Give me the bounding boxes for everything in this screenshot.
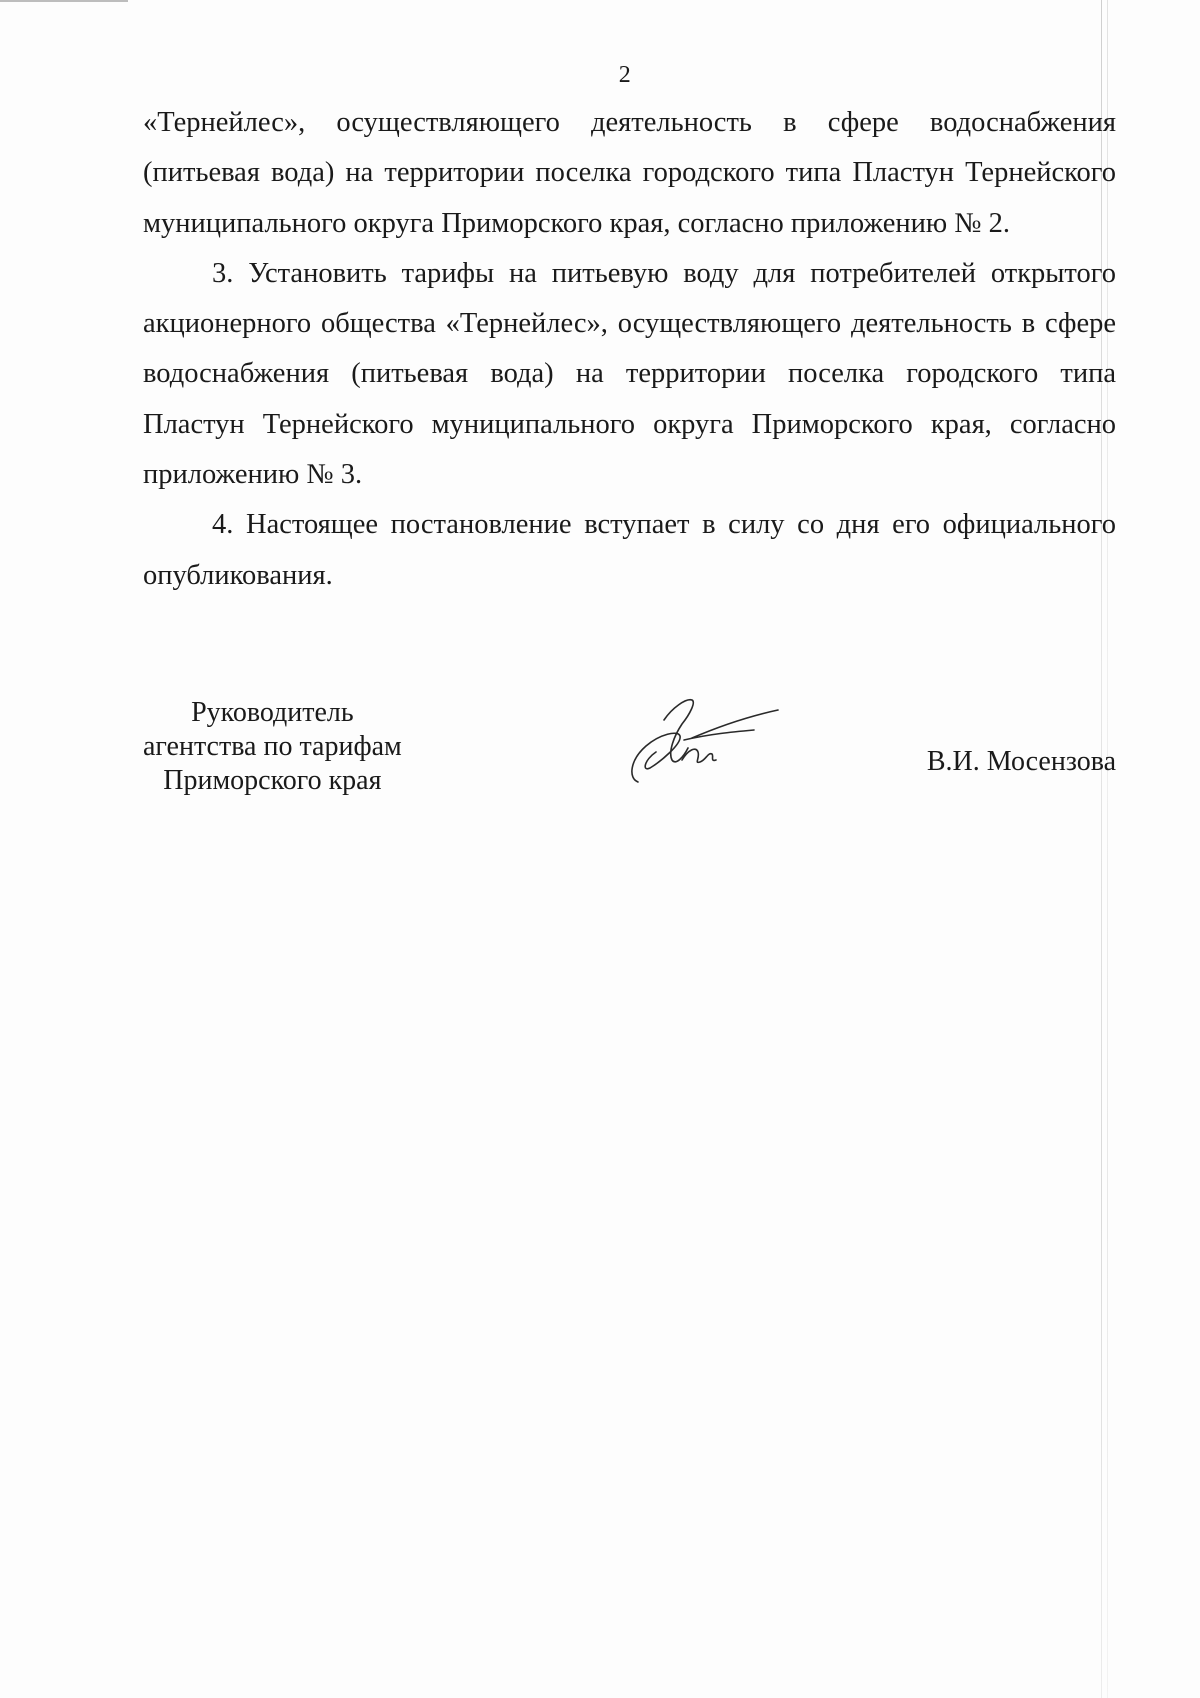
paragraph-continuation: «Тернейлес», осуществляющего деятельность в сфере водоснабжения (питьевая вода) на территории поселка городского типа Пластун Тернейского муниципального округа Приморского края, согласно приложению № 2. xyxy=(143,107,1116,239)
page-number: 2 xyxy=(618,62,632,88)
paragraph-item-4: 4. Настоящее постановление вступает в силу со дня его официального опубликования. xyxy=(143,509,1116,591)
signatory-title xyxy=(143,696,402,798)
signatory-title-line: Руководитель xyxy=(191,697,354,728)
signatory-title-line: агентства по тарифам xyxy=(143,731,402,762)
signer-name: В.И. Мосензова xyxy=(926,746,1116,777)
document-body xyxy=(143,98,1116,601)
signatory-title-line: Приморского края xyxy=(163,765,382,796)
scan-corner-mark xyxy=(0,0,128,2)
paragraph-item-3: 3. Установить тарифы на питьевую воду для потребителей открытого акционерного общества «Тернейлес», осуществляющего деятельность в сфере водоснабжения (питьевая вода) на территории поселка городского типа Пластун Тернейского муниципального округа Приморского края, согласно приложению № 3. xyxy=(143,257,1116,491)
handwritten-signature xyxy=(620,690,782,790)
